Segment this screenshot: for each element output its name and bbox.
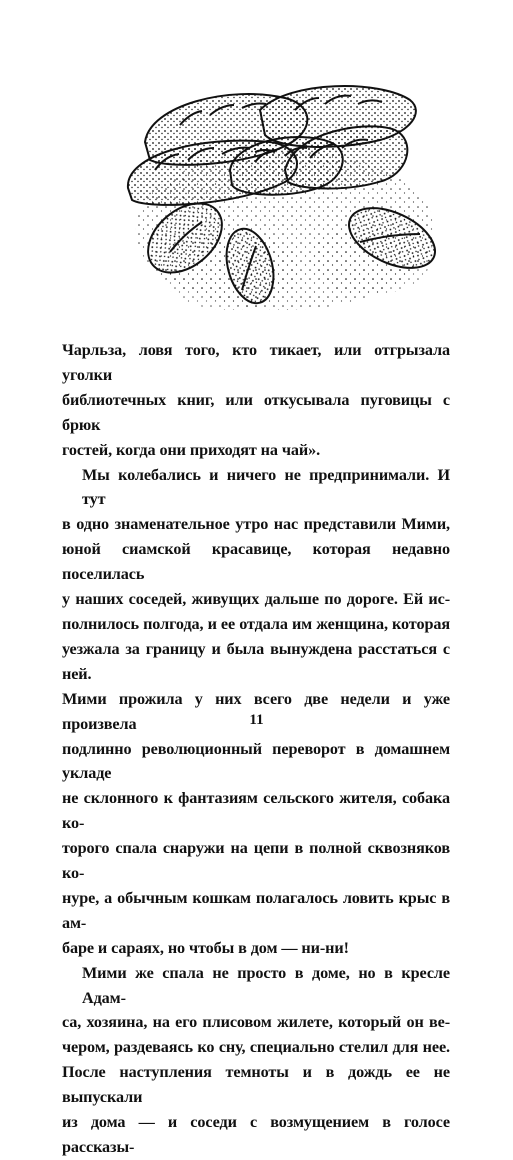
text-line: Мими же спала не просто в доме, но в кресле Адам- (82, 963, 450, 1007)
bread-loaves-illustration (110, 70, 450, 330)
page-number: 11 (249, 712, 264, 728)
text-line: нуре, а обычным кошкам полагалось ловить крыс в ам- (62, 888, 450, 932)
text-line: гостей, когда они приходят на чай». (62, 440, 321, 459)
text-line: из дома — и соседи с возмущением в голосе рассказы- (62, 1113, 450, 1156)
text-line: полнилось полгода, и ее отдала им женщина, которая (62, 614, 450, 633)
text-line: подлинно революционный переворот в домашнем укладе (62, 739, 450, 783)
text-line: После наступления темноты и в дождь ее не выпускали (62, 1063, 450, 1107)
text-line: Мы колебались и ничего не предпринимали. И тут (82, 465, 450, 509)
text-line: Чарльза, ловя того, кто тикает, или отгрызала уголки (62, 341, 450, 384)
text-line: баре и сараях, но чтобы в дом — ни-ни! (62, 938, 349, 957)
text-line: не склонного к фантазиям сельского жителя, собака ко- (62, 789, 450, 833)
text-line: чером, раздеваясь ко сну, специально стелил для нее. (62, 1038, 450, 1057)
text-line: уезжала за границу и была вынуждена расстаться с ней. (62, 639, 450, 683)
body-text (62, 338, 450, 1160)
text-line: у наших соседей, живущих дальше по дороге. Ей ис- (62, 590, 450, 609)
text-line: Мими прожила у них всего две недели и уже произвела (62, 689, 450, 733)
text-line: юной сиамской красавице, которая недавно поселилась (62, 540, 450, 584)
text-line: библиотечных книг, или откусывала пуговицы с брюк (62, 390, 450, 434)
text-line: торого спала снаружи на цепи в полной сквозняков ко- (62, 839, 450, 883)
text-line: в одно знаменательное утро нас представили Мими, (62, 515, 450, 534)
text-line: са, хозяина, на его плисовом жилете, который он ве- (62, 1013, 450, 1032)
